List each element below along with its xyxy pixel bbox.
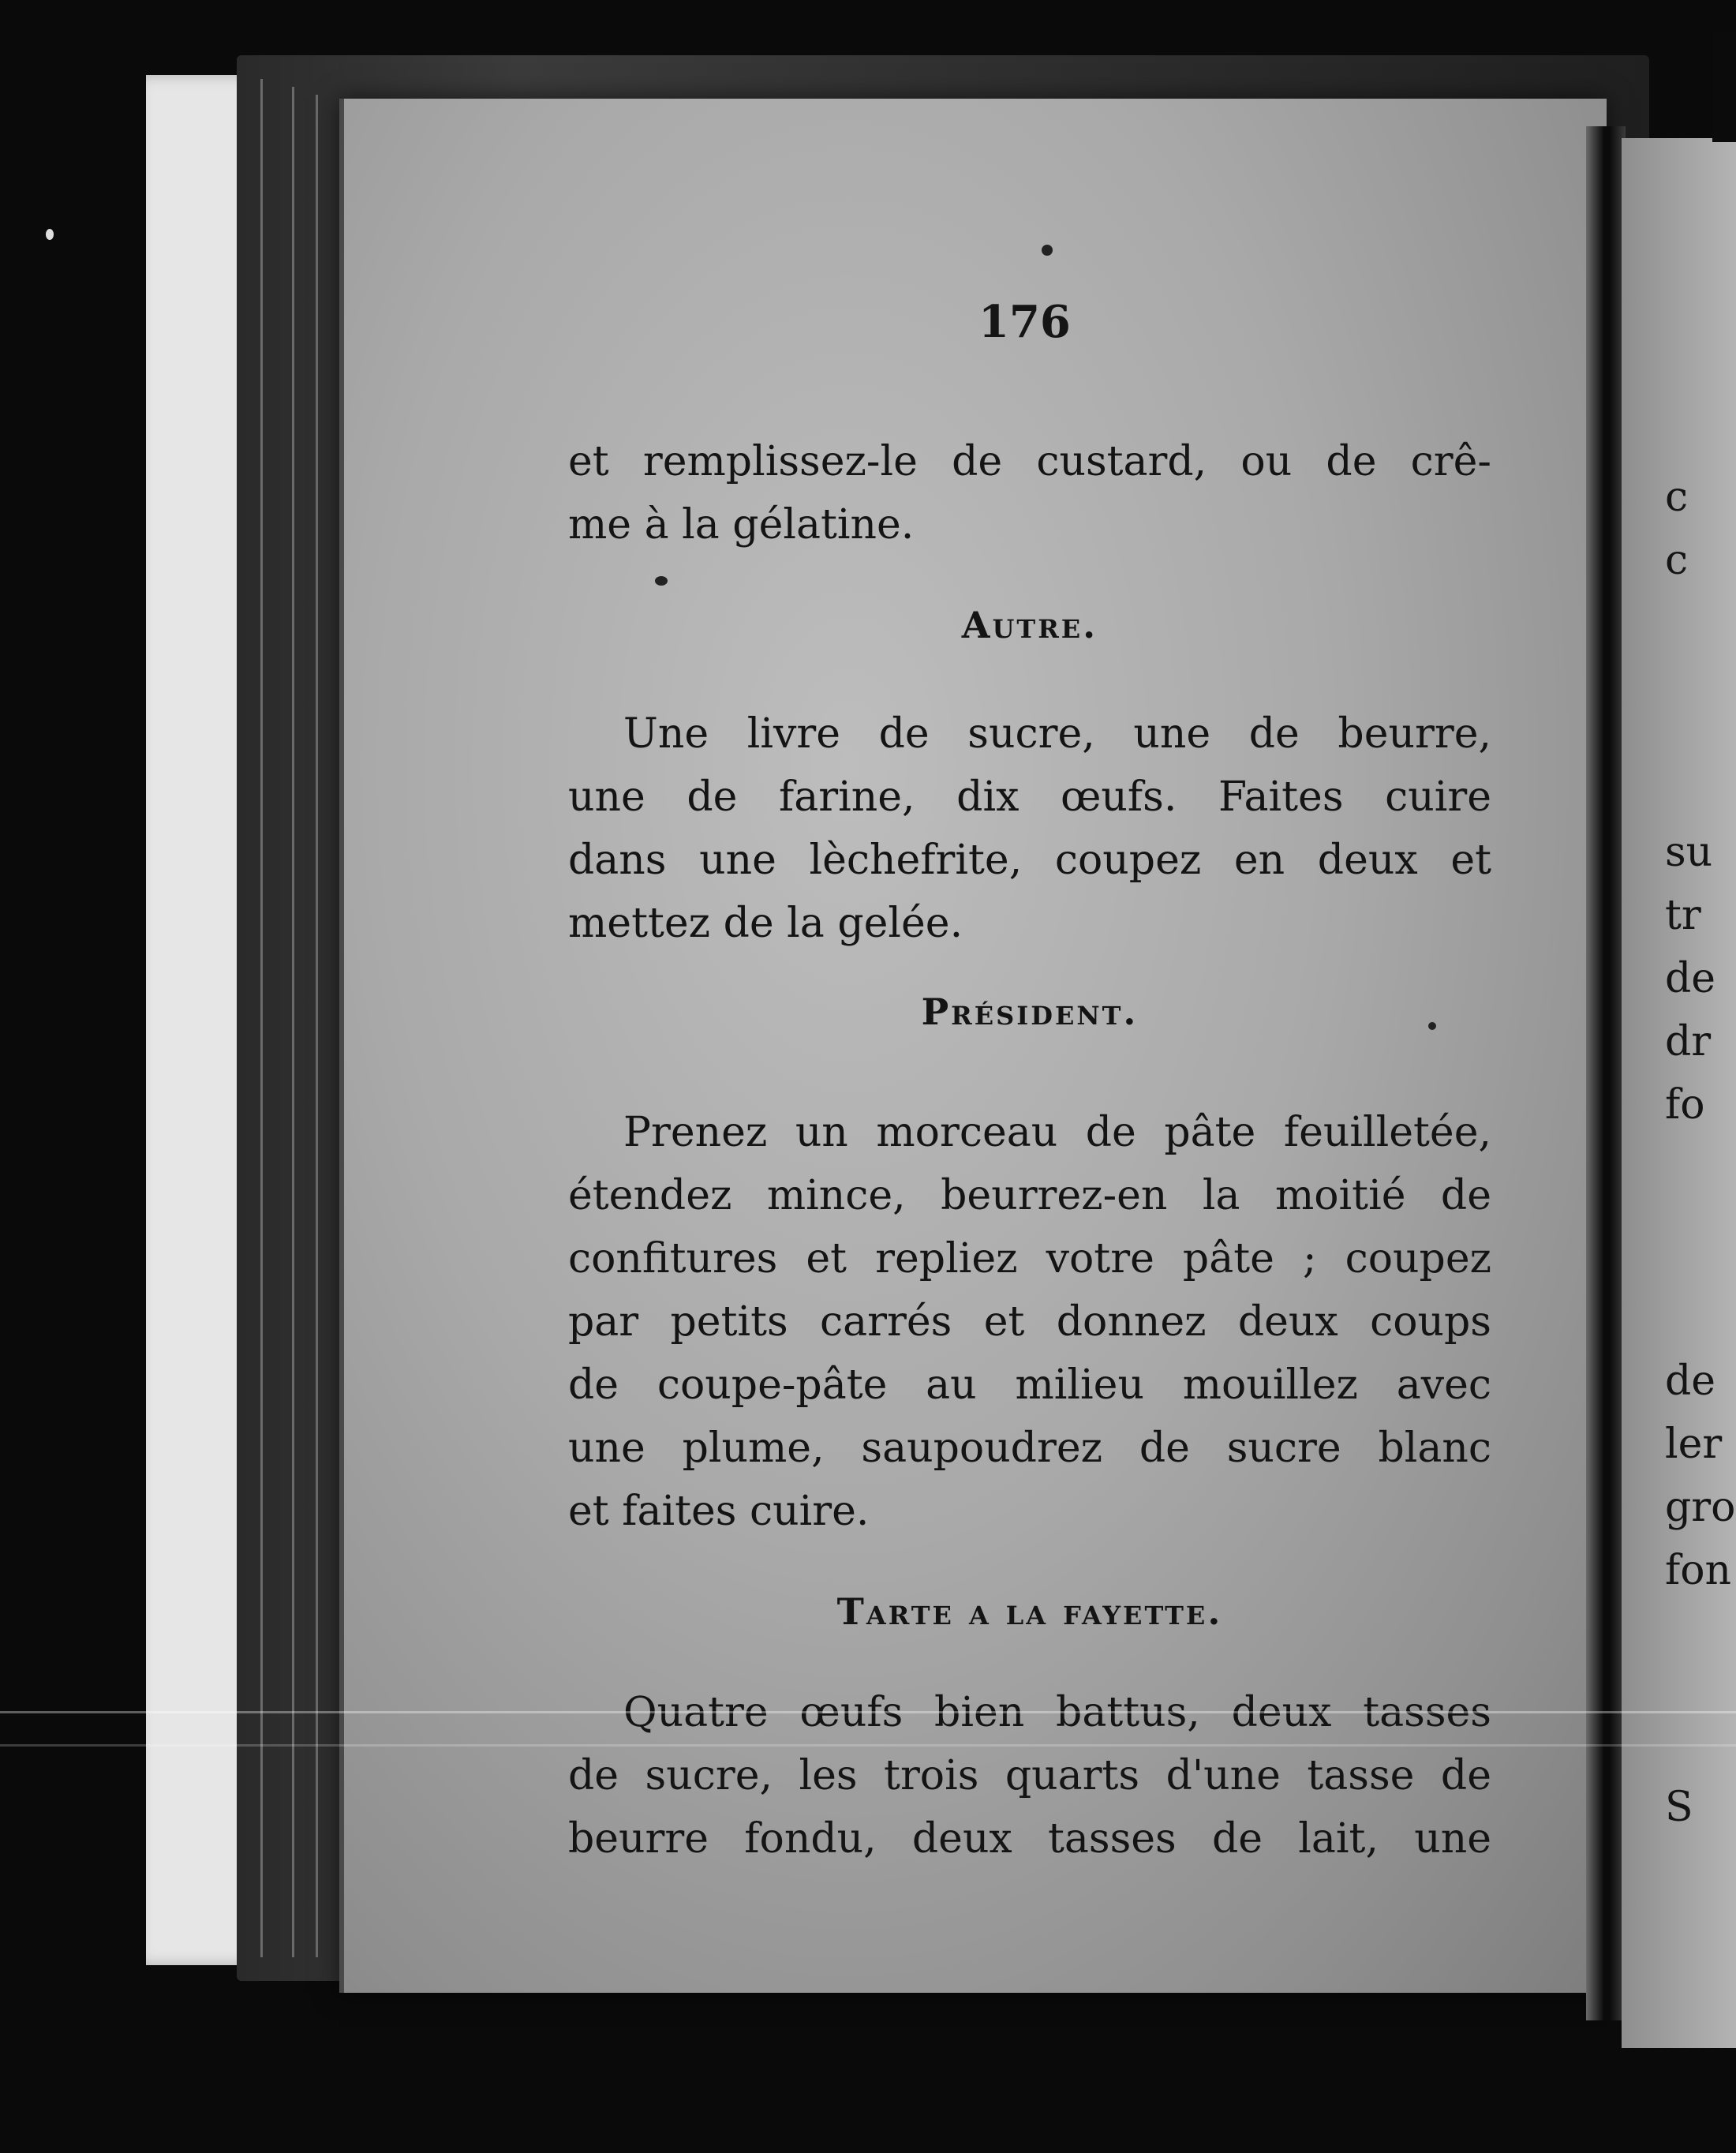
text-line: confitures et repliez votre pâte ; coupez — [568, 1235, 1491, 1282]
ink-speck — [46, 229, 54, 240]
facing-page-fragment: tr — [1665, 892, 1701, 939]
text-line: de sucre, les trois quarts d'une tasse de — [568, 1752, 1491, 1799]
facing-page-fragment: c — [1665, 537, 1689, 584]
page-edge — [292, 87, 294, 1957]
text-line: mettez de la gelée. — [568, 900, 963, 947]
text-line: dans une lèchefrite, coupez en deux et — [568, 837, 1491, 884]
text-line: par petits carrés et donnez deux coups — [568, 1298, 1491, 1346]
text-line: une de farine, dix œufs. Faites cuire — [568, 773, 1491, 821]
text-line: et faites cuire. — [568, 1488, 870, 1535]
section-heading-autre: Autre. — [961, 604, 1098, 646]
text-line: Une livre de sucre, une de beurre, — [623, 710, 1491, 758]
facing-page-fragment: S — [1665, 1784, 1693, 1831]
facing-page-fragment: de — [1665, 955, 1716, 1002]
paragraph-autre — [568, 702, 1491, 955]
dark-corner — [1712, 32, 1736, 142]
paragraph-president — [568, 1101, 1491, 1543]
text-line: Prenez un morceau de pâte feuilletée, — [623, 1109, 1491, 1156]
intro-paragraph — [568, 430, 1491, 556]
paragraph-tarte — [568, 1681, 1491, 1870]
facing-page-fragment: dr — [1665, 1018, 1712, 1065]
page-number: 176 — [978, 296, 1071, 348]
facing-page-fragment: su — [1665, 829, 1713, 876]
book-gutter — [1586, 126, 1626, 2020]
text-line: de coupe-pâte au milieu mouillez avec — [568, 1361, 1491, 1409]
ink-speck — [1042, 245, 1053, 256]
ink-speck — [1428, 1022, 1436, 1030]
facing-page-fragment: fo — [1665, 1081, 1705, 1129]
section-heading-president: Président. — [921, 990, 1139, 1033]
text-line: Quatre œufs bien battus, deux tasses — [623, 1689, 1491, 1736]
text-line: et remplissez-le de custard, ou de crê- — [568, 438, 1491, 485]
page-edge — [316, 95, 318, 1957]
ink-speck — [655, 576, 668, 586]
page-edge — [260, 79, 263, 1957]
facing-page-fragment: de — [1665, 1357, 1716, 1405]
facing-page-fragment: gro — [1665, 1484, 1736, 1531]
scan-line-artifact — [0, 1744, 1736, 1747]
facing-page-fragment: ler — [1665, 1421, 1723, 1468]
scan-line-artifact — [0, 1711, 1736, 1713]
section-heading-tarte: Tarte a la fayette. — [836, 1590, 1223, 1633]
text-line: me à la gélatine. — [568, 501, 915, 549]
text-line: étendez mince, beurrez-en la moitié de — [568, 1172, 1491, 1219]
text-line: une plume, saupoudrez de sucre blanc — [568, 1425, 1491, 1472]
facing-page-fragment: c — [1665, 474, 1689, 521]
text-line: beurre fondu, deux tasses de lait, une — [568, 1815, 1491, 1863]
facing-page-fragment: fon — [1665, 1547, 1732, 1594]
